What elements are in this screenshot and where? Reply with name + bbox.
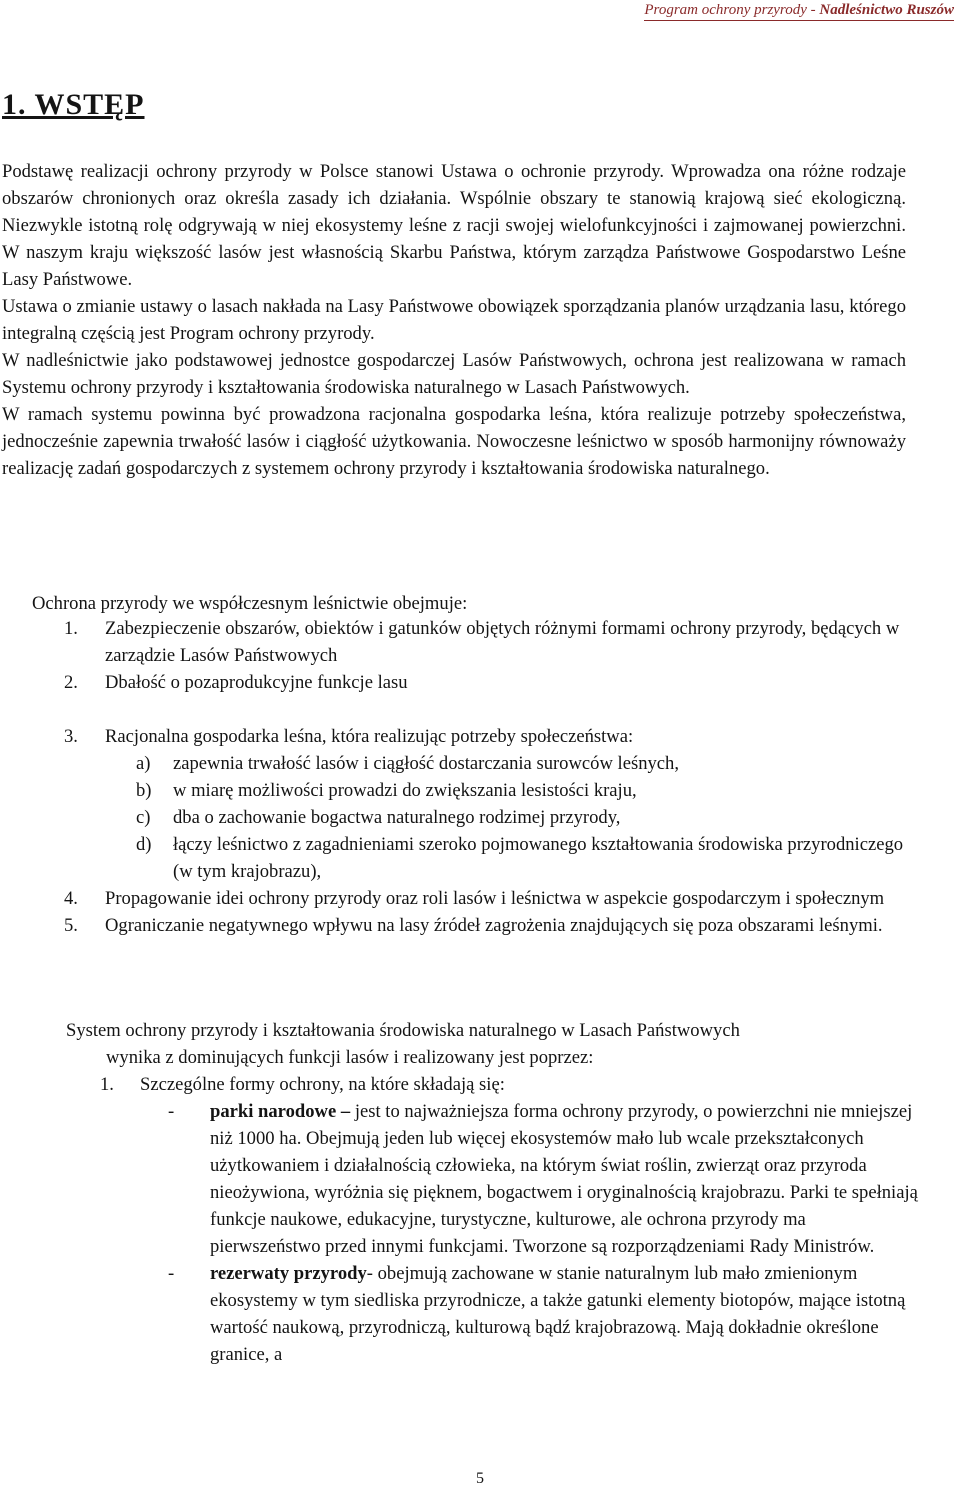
sub-list-text: dba o zachowanie bogactwa naturalnego rodzimej przyrody,	[173, 807, 621, 828]
bullet-dash: -	[168, 1263, 175, 1284]
list-item-number: 4.	[64, 888, 78, 909]
list-item-text: Dbałość o pozaprodukcyjne funkcje lasu	[105, 672, 408, 693]
bullet-dash: -	[168, 1101, 175, 1122]
sub-list-text: łączy leśnictwo z zagadnieniami szeroko pojmowanego kształtowania środowiska przyrodniczego (w tym krajobrazu),	[173, 834, 904, 882]
list-item	[32, 723, 912, 750]
sub-list-item	[32, 831, 912, 885]
list-item-text: Propagowanie idei ochrony przyrody oraz roli lasów i leśnictwa w aspekcie gospodarczym i społecznym	[105, 888, 885, 909]
sub-list-item	[32, 777, 912, 804]
definition: jest to najważniejsza forma ochrony przyrody, o powierzchni nie mniejszej niż 1000 ha. Obejmują jeden lub więcej ekosystemów mało lub wcale przekształconych użytkowaniem i działalnością człowieka, na którym świat roślin, zwierząt oraz przyroda nieożywiona, wyróżnia się pięknem, bogactwem i oryginalnością krajobrazu. Parki te spełniają funkcje naukowe, edukacyjne, turystyczne, kulturowe, ale ochrona przyrody ma pierwszeństwo przed innymi funkcjami. Tworzone są rozporządzeniami Rady Ministrów.	[210, 1101, 918, 1257]
sub-list-item	[32, 750, 912, 777]
intro-paragraph: Podstawę realizacji ochrony przyrody w Polsce stanowi Ustawa o ochronie przyrody. Wprowadza ona różne rodzaje obszarów chronionych oraz określa zasady ich działania. Wspólnie obszary te stanowią krajową sieć ekologiczną. Niezwykle istotną rolę odgrywają w niej ekosystemy leśne z racji swojej wielofunkcyjności i zajmowanej powierzchni. W naszym kraju większość lasów jest własnością Skarbu Państwa, którym zarządza Państwowe Gospodarstwo Leśne Lasy Państwowe.	[2, 161, 906, 290]
sub-list-letter: c)	[136, 807, 151, 828]
list-item-text: Racjonalna gospodarka leśna, która realizując potrzeby społeczeństwa:	[105, 726, 634, 747]
list-spacer	[32, 696, 912, 723]
sub-list-text: zapewnia trwałość lasów i ciągłość dostarczania surowców leśnych,	[173, 753, 679, 774]
list-item	[32, 615, 912, 669]
page-number: 5	[476, 1470, 484, 1487]
sub-list-letter: b)	[136, 780, 152, 801]
intro-paragraph: Ustawa o zmianie ustawy o lasach nakłada na Lasy Państwowe obowiązek sporządzania planów urządzania lasu, którego integralną częścią jest Program ochrony przyrody.	[2, 296, 906, 344]
running-header	[644, 2, 954, 21]
intro-paragraph: W ramach systemu powinna być prowadzona racjonalna gospodarka leśna, która realizuje potrzeby społeczeństwa, jednocześnie zapewnia trwałość lasów i ciągłość użytkowania. Nowoczesne leśnictwo w sposób harmonijny równoważy realizację zadań gospodarczych z systemem ochrony przyrody i kształtowania środowiska naturalnego.	[2, 404, 906, 479]
ochrona-list	[32, 615, 912, 939]
protection-form-national-parks	[100, 1098, 920, 1260]
header-program: Program ochrony przyrody -	[644, 2, 820, 18]
system-lead-line: wynika z dominujących funkcji lasów i realizowany jest poprzez:	[106, 1047, 594, 1068]
term: parki narodowe –	[210, 1101, 351, 1122]
list-item-text: Szczególne formy ochrony, na które składają się:	[140, 1074, 505, 1095]
section-title: 1. WSTĘP	[2, 88, 145, 121]
sub-list-text: w miarę możliwości prowadzi do zwiększania lesistości kraju,	[173, 780, 637, 801]
intro-text	[2, 158, 906, 482]
list-item	[100, 1071, 920, 1098]
system-lead	[66, 1017, 906, 1071]
list-item-number: 1.	[64, 618, 78, 639]
system-lead-line: System ochrony przyrody i kształtowania środowiska naturalnego w Lasach Państwowych	[66, 1020, 740, 1041]
list-item-number: 5.	[64, 915, 78, 936]
list-item-text: Ograniczanie negatywnego wpływu na lasy źródeł zagrożenia znajdujących się poza obszarami leśnymi.	[105, 915, 883, 936]
definition: - obejmują zachowane w stanie naturalnym lub mało zmienionym ekosystemy w tym siedliska przyrodnicze, a także gatunki elementy biotopów, mające istotną wartość naukową, przyrodniczą, kulturową bądź krajobrazową. Mają dokładnie określone granice, a	[210, 1263, 906, 1365]
protection-forms	[100, 1071, 920, 1368]
sub-list-item	[32, 804, 912, 831]
list-item	[32, 885, 912, 912]
header-organization: Nadleśnictwo Ruszów	[819, 2, 954, 18]
list-item	[32, 669, 912, 696]
sub-list-letter: d)	[136, 834, 152, 855]
list-item-number: 2.	[64, 672, 78, 693]
sub-list-letter: a)	[136, 753, 151, 774]
list-item-number: 3.	[64, 726, 78, 747]
list-item-number: 1.	[100, 1074, 114, 1095]
protection-form-reserves	[100, 1260, 920, 1368]
term: rezerwaty przyrody	[210, 1263, 367, 1284]
intro-paragraph: W nadleśnictwie jako podstawowej jednostce gospodarczej Lasów Państwowych, ochrona jest realizowana w ramach Systemu ochrony przyrody i kształtowania środowiska naturalnego w Lasach Państwowych.	[2, 350, 906, 398]
list-item-text: Zabezpieczenie obszarów, obiektów i gatunków objętych różnymi formami ochrony przyrody, będących w zarządzie Lasów Państwowych	[105, 618, 900, 666]
ochrona-lead: Ochrona przyrody we współczesnym leśnictwie obejmuje:	[32, 593, 468, 614]
list-item	[32, 912, 912, 939]
